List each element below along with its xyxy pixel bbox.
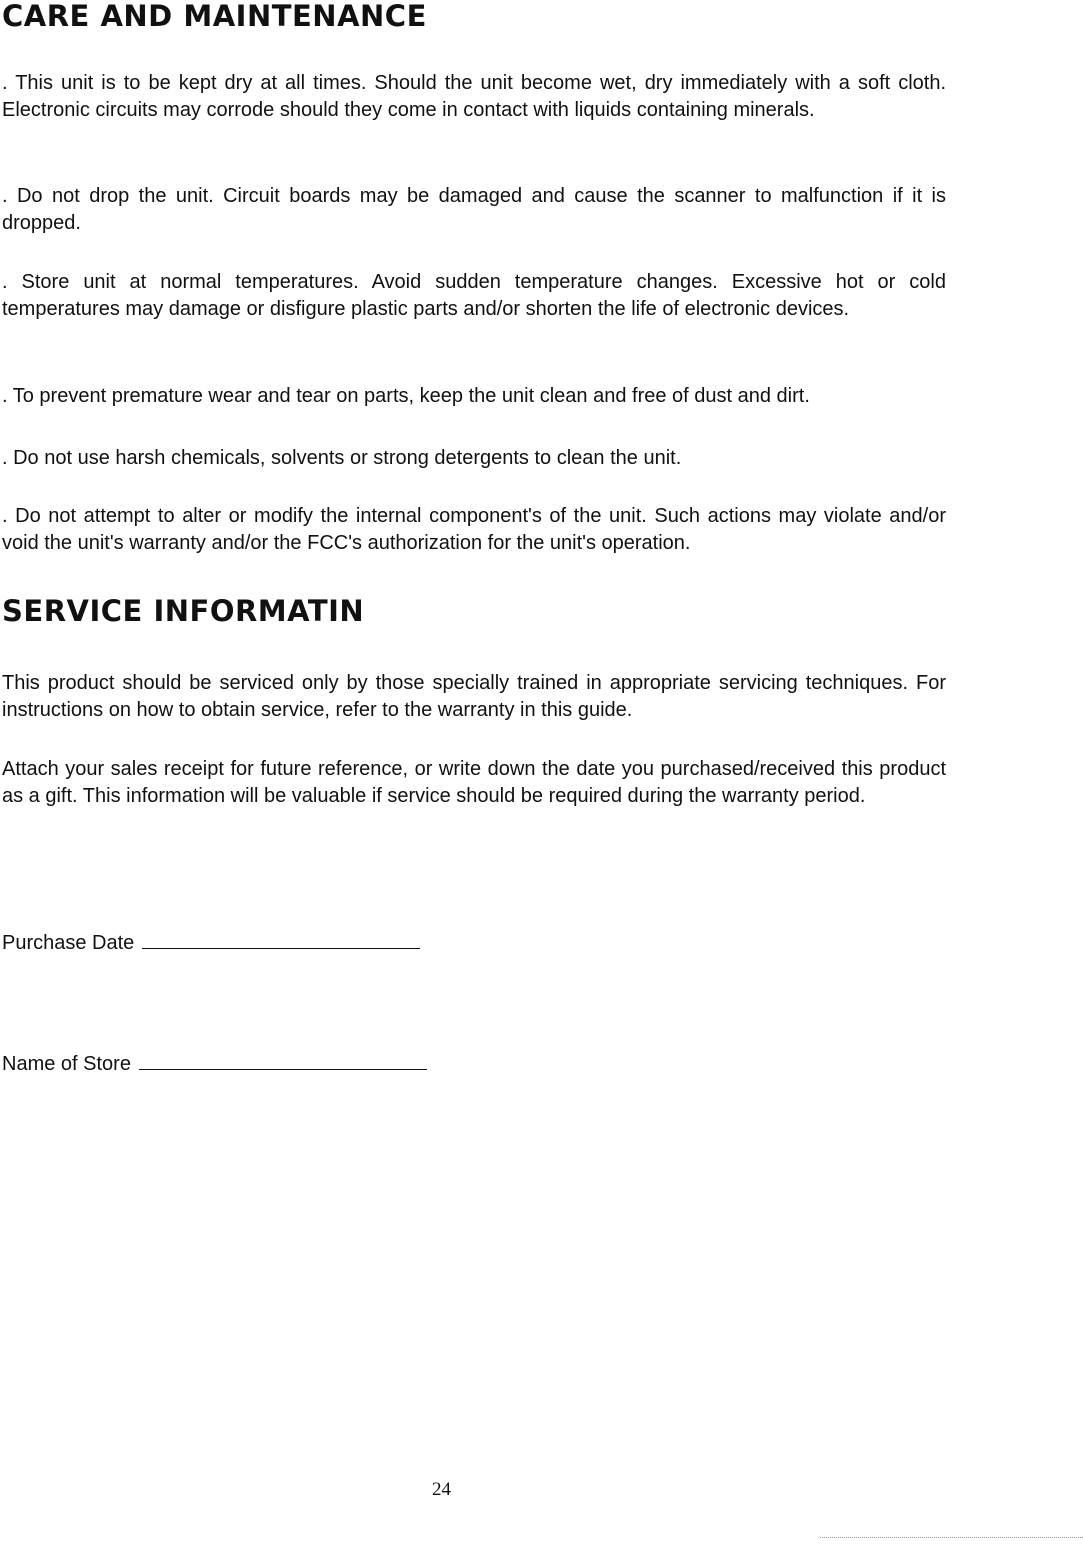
care-item-no-chemicals: . Do not use harsh chemicals, solvents or strong detergents to clean the unit. bbox=[2, 447, 682, 469]
store-name-label: Name of Store bbox=[2, 1053, 131, 1075]
service-paragraph-receipt: Attach your sales receipt for future reference, or write down the date you purchased/received this product as a gift. This information will be valuable if service should be required during the warranty period. bbox=[2, 758, 946, 807]
scan-edge-artifact bbox=[820, 1537, 1083, 1538]
care-item-do-not-drop: . Do not drop the unit. Circuit boards may be damaged and cause the scanner to malfunction if it is dropped. bbox=[2, 185, 946, 234]
store-name-blank-line bbox=[139, 1051, 427, 1070]
page-number: 24 bbox=[432, 1479, 451, 1500]
purchase-date-blank-line bbox=[142, 930, 420, 949]
care-item-keep-dry: . This unit is to be kept dry at all times. Should the unit become wet, dry immediately with a soft cloth. Electronic circuits may corrode should they come in contact with liquids containing minerals. bbox=[2, 72, 946, 121]
care-maintenance-heading: CARE AND MAINTENANCE bbox=[2, 0, 427, 33]
care-item-temperatures: . Store unit at normal temperatures. Avoid sudden temperature changes. Excessive hot or cold temperatures may damage or disfigure plastic parts and/or shorten the life of electronic devices. bbox=[2, 271, 946, 320]
service-information-heading: SERVICE INFORMATIN bbox=[2, 594, 365, 628]
purchase-date-field bbox=[2, 930, 420, 956]
purchase-date-label: Purchase Date bbox=[2, 932, 135, 954]
store-name-field bbox=[2, 1051, 427, 1077]
care-item-no-modifications: . Do not attempt to alter or modify the internal component's of the unit. Such actions may violate and/or void the unit's warranty and/or the FCC's authorization for the unit's operation. bbox=[2, 505, 946, 554]
service-paragraph-trained: This product should be serviced only by those specially trained in appropriate servicing techniques. For instructions on how to obtain service, refer to the warranty in this guide. bbox=[2, 672, 946, 721]
care-item-keep-clean: . To prevent premature wear and tear on parts, keep the unit clean and free of dust and dirt. bbox=[2, 385, 810, 407]
